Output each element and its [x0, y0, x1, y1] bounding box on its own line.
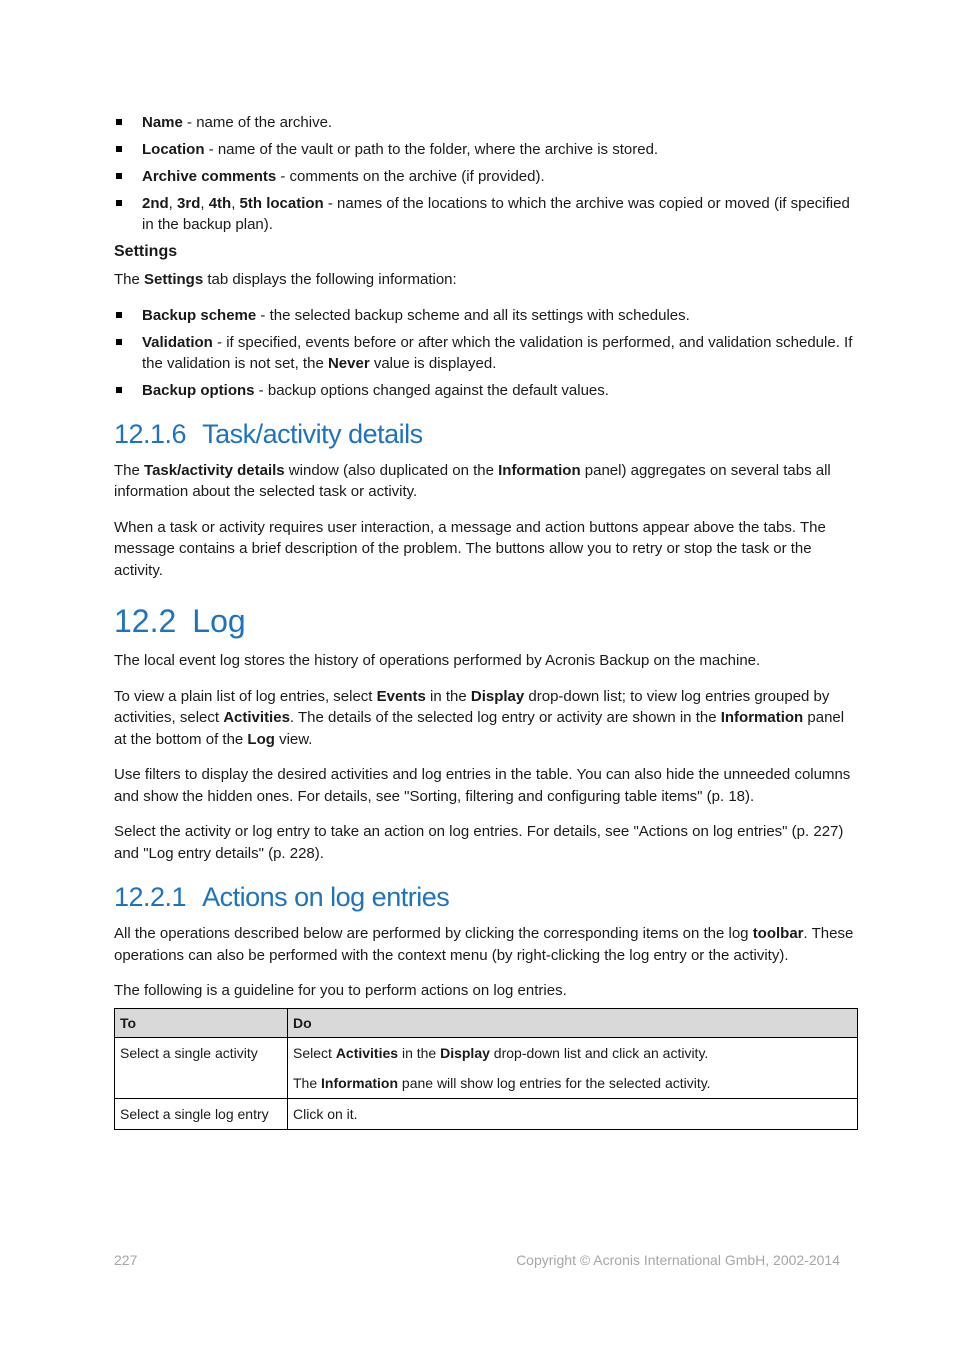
paragraph: When a task or activity requires user interaction, a message and action buttons appear above the tabs. The message contains a brief description of the problem. The buttons allow you to retry or stop the task or the activity.: [114, 518, 826, 579]
table-cell: Select Activities in the Display drop-down list and click an activity. The Information pane will show log entries for the selected activity.: [288, 1037, 858, 1098]
table-row: [115, 1098, 858, 1129]
list-item: Backup scheme - the selected backup scheme and all its settings with schedules.: [114, 305, 859, 326]
page-content: [114, 112, 859, 1130]
paragraph: The local event log stores the history of operations performed by Acronis Backup on the machine.: [114, 652, 761, 669]
paragraph: The following is a guideline for you to perform actions on log entries.: [114, 982, 567, 999]
table-header-row: [115, 1008, 858, 1037]
settings-heading: Settings: [114, 243, 178, 260]
section-heading-12-2: 12.2 Log: [114, 603, 246, 639]
page-footer: [114, 1252, 840, 1268]
paragraph: Use filters to display the desired activities and log entries in the table. You can also hide the unneeded columns and show the hidden ones. For details, see "Sorting, filtering and configuring table items" (p. 18).: [114, 766, 851, 805]
list-item: Validation - if specified, events before or after which the validation is performed, and validation schedule. If the validation is not set, the Never value is displayed.: [114, 332, 859, 374]
section-heading-12-1-6: 12.1.6 Task/activity details: [114, 418, 423, 449]
settings-intro: The Settings tab displays the following information:: [114, 271, 457, 288]
column-header-to: To: [115, 1008, 288, 1037]
settings-list: [114, 305, 859, 401]
table-cell: Select a single log entry: [115, 1098, 288, 1129]
list-item: Name - name of the archive.: [114, 112, 859, 133]
table-row: [115, 1037, 858, 1098]
paragraph: The Task/activity details window (also duplicated on the Information panel) aggregates on several tabs all information about the selected task or activity.: [114, 461, 831, 500]
paragraph: To view a plain list of log entries, select Events in the Display drop-down list; to view log entries grouped by activities, select Activities. The details of the selected log entry or activity are shown in the Information panel at the bottom of the Log view.: [114, 687, 845, 748]
paragraph: All the operations described below are performed by clicking the corresponding items on the log toolbar. These operations can also be performed with the context menu (by right-clicking the log entry or the activity).: [114, 925, 854, 964]
table-cell: Select a single activity: [115, 1037, 288, 1098]
list-item: Backup options - backup options changed against the default values.: [114, 380, 859, 401]
list-item: Location - name of the vault or path to the folder, where the archive is stored.: [114, 139, 859, 160]
page-number: 227: [114, 1252, 138, 1268]
paragraph: Select the activity or log entry to take an action on log entries. For details, see "Actions on log entries" (p. 227) and "Log entry details" (p. 228).: [114, 823, 844, 862]
list-item: Archive comments - comments on the archive (if provided).: [114, 166, 859, 187]
archive-info-list: [114, 112, 859, 235]
table-cell: Click on it.: [288, 1098, 858, 1129]
section-heading-12-2-1: 12.2.1 Actions on log entries: [114, 882, 450, 912]
actions-table: [114, 1008, 858, 1130]
list-item: 2nd, 3rd, 4th, 5th location - names of the locations to which the archive was copied or moved (if specified in the backup plan).: [114, 193, 859, 235]
copyright-notice: Copyright © Acronis International GmbH, 2002-2014: [516, 1252, 840, 1268]
column-header-do: Do: [288, 1008, 858, 1037]
